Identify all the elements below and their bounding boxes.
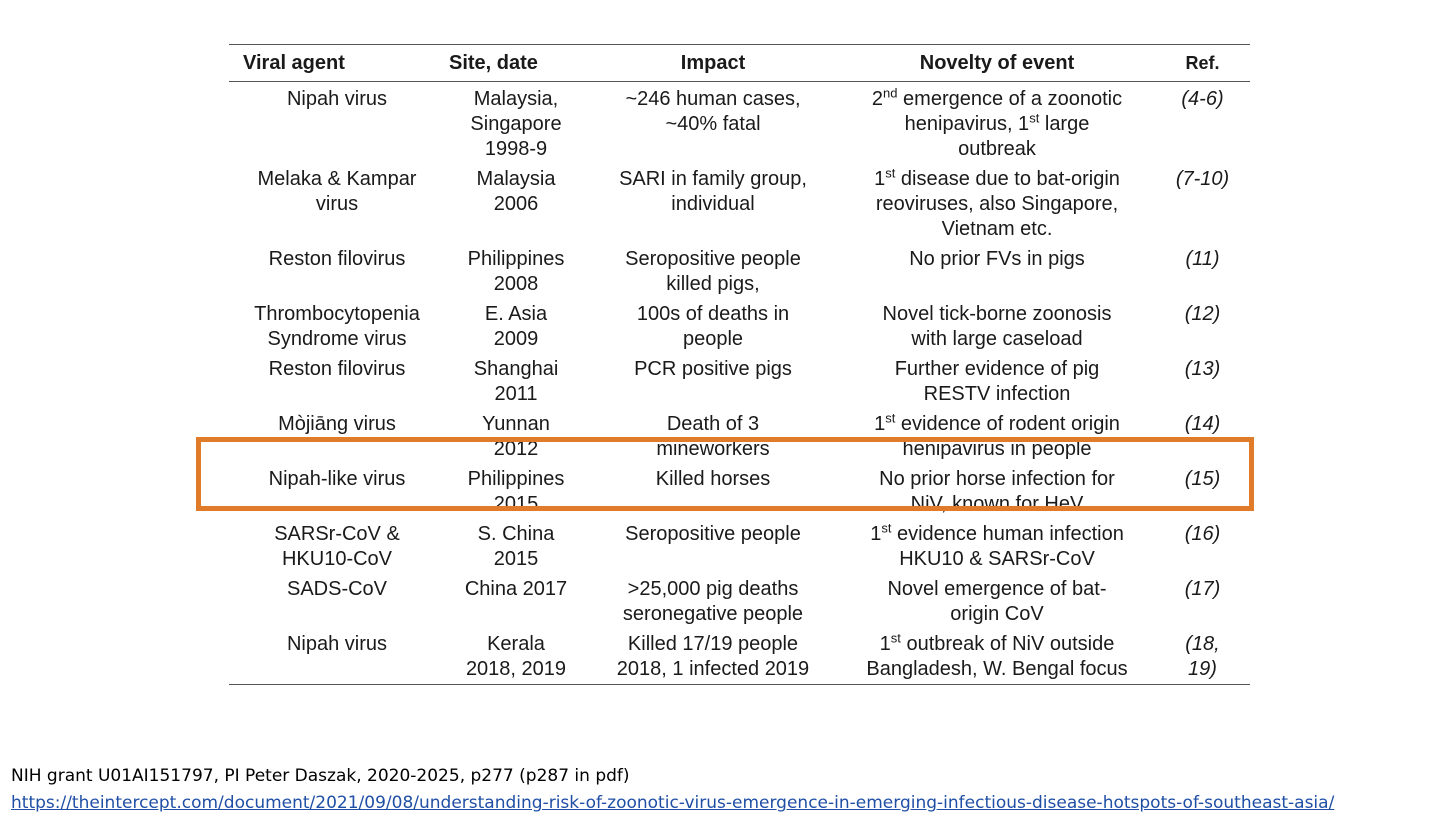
cell-line xyxy=(841,357,1153,382)
cell-line: E. Asia xyxy=(484,303,548,325)
cell-novelty xyxy=(839,407,1155,462)
cell-novelty xyxy=(839,162,1155,242)
cell-line: virus xyxy=(315,193,359,215)
table-row xyxy=(229,82,1250,163)
cell-line: Syndrome virus xyxy=(267,328,407,350)
cell-ref xyxy=(1155,462,1250,517)
text-segment: origin CoV xyxy=(950,603,1044,625)
cell-site xyxy=(445,627,587,685)
cell-line: (11) xyxy=(1185,248,1220,270)
table-row xyxy=(229,352,1250,407)
text-segment: Further evidence of pig xyxy=(894,358,1100,380)
cell-line: Reston filovirus xyxy=(268,248,406,270)
cell-line: Reston filovirus xyxy=(268,358,406,380)
cell-line: SADS-CoV xyxy=(286,578,388,600)
cell-ref xyxy=(1155,352,1250,407)
cell-agent xyxy=(229,407,445,462)
cell-novelty xyxy=(839,242,1155,297)
text-segment: HKU10 & SARSr-CoV xyxy=(899,548,1095,570)
cell-line: (12) xyxy=(1184,303,1221,325)
text-segment: evidence of rodent origin xyxy=(895,413,1120,435)
text-segment: large xyxy=(1039,113,1090,135)
cell-ref xyxy=(1155,517,1250,572)
text-segment: Novel emergence of bat- xyxy=(887,578,1107,600)
cell-line: Nipah-like virus xyxy=(268,468,406,490)
cell-line: SARSr-CoV & xyxy=(274,523,400,545)
cell-line: 2015 xyxy=(493,548,539,570)
cell-line xyxy=(841,467,1153,492)
cell-ref xyxy=(1155,242,1250,297)
cell-line: individual xyxy=(671,193,755,215)
cell-impact xyxy=(587,82,839,163)
text-segment: evidence human infection xyxy=(891,523,1124,545)
cell-agent xyxy=(229,462,445,517)
text-segment: outbreak xyxy=(958,138,1036,160)
text-segment: Bangladesh, W. Bengal focus xyxy=(866,658,1128,680)
table-row xyxy=(229,627,1250,685)
cell-ref xyxy=(1155,572,1250,627)
text-segment: emergence of a zoonotic xyxy=(897,88,1123,110)
cell-line: mineworkers xyxy=(656,438,770,460)
cell-impact xyxy=(587,297,839,352)
table-row xyxy=(229,407,1250,462)
cell-site xyxy=(445,407,587,462)
cell-line: Killed 17/19 people xyxy=(627,633,799,655)
cell-impact xyxy=(587,572,839,627)
cell-line: seronegative people xyxy=(622,603,804,625)
superscript: st xyxy=(885,165,896,181)
cell-line: killed pigs, xyxy=(666,273,760,295)
cell-line xyxy=(841,492,1153,517)
cell-line: >25,000 pig deaths xyxy=(627,578,799,600)
cell-line: Singapore xyxy=(470,113,562,135)
cell-line: Nipah virus xyxy=(286,88,388,110)
text-segment: Vietnam etc. xyxy=(941,218,1053,240)
cell-impact xyxy=(587,462,839,517)
table-row xyxy=(229,162,1250,242)
text-segment: No prior horse infection for xyxy=(879,468,1115,490)
cell-agent xyxy=(229,297,445,352)
cell-line: Death of 3 xyxy=(666,413,760,435)
cell-line: 2011 xyxy=(494,383,538,405)
header-viral-agent: Viral agent xyxy=(229,45,445,82)
cell-line: HKU10-CoV xyxy=(281,548,393,570)
source-link[interactable]: https://theintercept.com/document/2021/09/08/understanding-risk-of-zoonotic-virus-emergence-in-emerging-infectious-disease-hotspots-of-southeast-asia/ xyxy=(11,793,1335,813)
superscript: nd xyxy=(883,85,898,101)
cell-line xyxy=(841,302,1153,327)
cell-line xyxy=(841,192,1153,217)
superscript: st xyxy=(881,520,892,536)
text-segment: No prior FVs in pigs xyxy=(909,248,1085,270)
cell-novelty xyxy=(839,82,1155,163)
text-segment: 1 xyxy=(879,633,891,655)
cell-line xyxy=(841,577,1153,602)
cell-line: Malaysia, xyxy=(473,88,559,110)
cell-site xyxy=(445,352,587,407)
cell-line: Seropositive people xyxy=(625,523,801,545)
cell-line: Malaysia xyxy=(476,168,556,190)
text-segment: NiV, known for HeV xyxy=(910,493,1084,515)
cell-ref xyxy=(1155,162,1250,242)
table-row xyxy=(229,517,1250,572)
header-impact: Impact xyxy=(587,45,839,82)
cell-line: Kerala xyxy=(487,633,545,655)
cell-line xyxy=(841,632,1153,657)
cell-agent xyxy=(229,162,445,242)
cell-line: (13) xyxy=(1184,358,1221,380)
cell-line: Killed horses xyxy=(655,468,771,490)
cell-line: SARI in family group, xyxy=(619,168,807,190)
text-segment: 1 xyxy=(874,168,886,190)
cell-agent xyxy=(229,82,445,163)
cell-impact xyxy=(587,627,839,685)
text-segment: henipavirus, 1 xyxy=(904,113,1030,135)
cell-line: people xyxy=(682,328,744,350)
cell-line: Mòjiāng virus xyxy=(278,413,396,435)
cell-line: Philippines xyxy=(467,468,565,490)
cell-impact xyxy=(587,242,839,297)
text-segment: henipavirus in people xyxy=(902,438,1092,460)
text-segment: RESTV infection xyxy=(923,383,1071,405)
cell-line: (14) xyxy=(1184,413,1221,435)
table-header-row xyxy=(229,45,1250,82)
zoonosis-events-table xyxy=(229,44,1250,685)
cell-line: 2018, 2019 xyxy=(465,658,567,680)
cell-line: 2018, 1 infected 2019 xyxy=(616,658,810,680)
text-segment: Novel tick-borne zoonosis xyxy=(882,303,1112,325)
superscript: st xyxy=(1029,110,1040,126)
cell-line xyxy=(841,412,1153,437)
cell-ref xyxy=(1155,407,1250,462)
cell-line xyxy=(841,382,1153,407)
cell-line xyxy=(841,657,1153,682)
cell-site xyxy=(445,162,587,242)
text-segment: reoviruses, also Singapore, xyxy=(875,193,1119,215)
cell-novelty xyxy=(839,462,1155,517)
superscript: st xyxy=(890,630,901,646)
cell-site xyxy=(445,82,587,163)
cell-ref xyxy=(1155,297,1250,352)
cell-line xyxy=(841,602,1153,627)
table-row xyxy=(229,572,1250,627)
header-ref: Ref. xyxy=(1155,45,1250,82)
cell-line: 100s of deaths in xyxy=(636,303,790,325)
text-segment: 2 xyxy=(871,88,884,110)
text-segment: 1 xyxy=(870,523,882,545)
header-site-date: Site, date xyxy=(445,45,587,82)
cell-line: Yunnan xyxy=(482,413,550,435)
cell-impact xyxy=(587,352,839,407)
cell-agent xyxy=(229,352,445,407)
cell-site xyxy=(445,242,587,297)
cell-novelty xyxy=(839,352,1155,407)
cell-line: 2009 xyxy=(493,328,539,350)
cell-line: Seropositive people xyxy=(625,248,801,270)
cell-line: Thrombocytopenia xyxy=(254,303,420,325)
header-novelty: Novelty of event xyxy=(839,45,1155,82)
table-row xyxy=(229,242,1250,297)
cell-line: (16) xyxy=(1184,523,1221,545)
cell-line: Nipah virus xyxy=(286,633,388,655)
grant-citation: NIH grant U01AI151797, PI Peter Daszak, 2020-2025, p277 (p287 in pdf) xyxy=(11,766,630,786)
cell-line xyxy=(841,167,1153,192)
cell-line: S. China xyxy=(477,523,555,545)
cell-line xyxy=(841,522,1153,547)
footer xyxy=(11,763,1334,817)
cell-novelty xyxy=(839,572,1155,627)
cell-novelty xyxy=(839,517,1155,572)
cell-line xyxy=(841,112,1153,137)
cell-agent xyxy=(229,517,445,572)
cell-agent xyxy=(229,627,445,685)
cell-line xyxy=(841,217,1153,242)
cell-line: Philippines xyxy=(467,248,565,270)
cell-line xyxy=(841,327,1153,352)
text-segment: with large caseload xyxy=(911,328,1083,350)
cell-line: (15) xyxy=(1184,468,1221,490)
cell-line: 19) xyxy=(1188,658,1217,680)
cell-line xyxy=(841,137,1153,162)
table-body xyxy=(229,82,1250,685)
cell-line xyxy=(841,547,1153,572)
cell-line: PCR positive pigs xyxy=(634,358,792,380)
cell-line: 2008 xyxy=(493,273,539,295)
text-segment: 1 xyxy=(874,413,886,435)
cell-ref xyxy=(1155,82,1250,163)
table-row xyxy=(229,462,1250,517)
cell-agent xyxy=(229,572,445,627)
cell-impact xyxy=(587,517,839,572)
cell-line: 1998-9 xyxy=(484,138,548,160)
cell-line: 2006 xyxy=(493,193,539,215)
cell-line xyxy=(841,247,1153,272)
cell-impact xyxy=(587,162,839,242)
zoonosis-events-table-container xyxy=(229,44,1250,685)
cell-ref xyxy=(1155,627,1250,685)
cell-line: (7-10) xyxy=(1175,168,1230,190)
cell-site xyxy=(445,517,587,572)
table-row xyxy=(229,297,1250,352)
cell-line: (4-6) xyxy=(1181,88,1224,110)
cell-line: ~246 human cases, xyxy=(625,88,801,110)
cell-line xyxy=(841,437,1153,462)
cell-line: 2012 xyxy=(493,438,539,460)
cell-impact xyxy=(587,407,839,462)
cell-line: Melaka & Kampar xyxy=(257,168,417,190)
cell-line: Shanghai xyxy=(473,358,559,380)
cell-line: China 2017 xyxy=(464,578,568,600)
cell-line: ~40% fatal xyxy=(665,113,761,135)
text-segment: disease due to bat-origin xyxy=(895,168,1120,190)
cell-agent xyxy=(229,242,445,297)
cell-site xyxy=(445,572,587,627)
cell-line xyxy=(841,87,1153,112)
cell-site xyxy=(445,462,587,517)
cell-novelty xyxy=(839,297,1155,352)
cell-line: (18, xyxy=(1185,633,1220,655)
cell-novelty xyxy=(839,627,1155,685)
cell-line: (17) xyxy=(1184,578,1221,600)
text-segment: outbreak of NiV outside xyxy=(900,633,1115,655)
cell-site xyxy=(445,297,587,352)
cell-line: 2015 xyxy=(493,493,539,515)
superscript: st xyxy=(885,410,896,426)
